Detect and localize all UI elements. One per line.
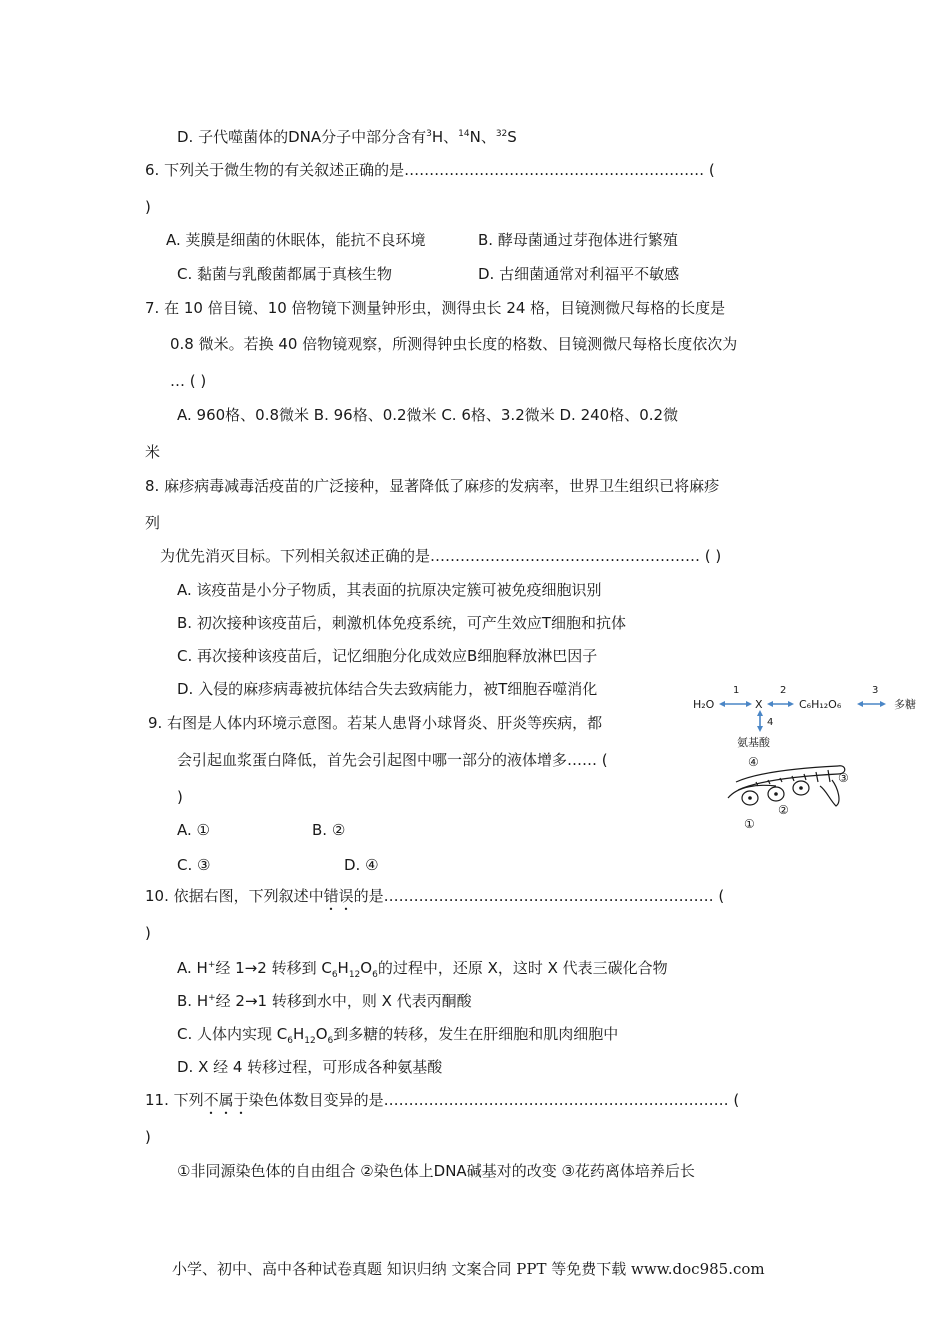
q9-option-d: D. ④ xyxy=(344,856,379,874)
region-3-label: ③ xyxy=(838,771,849,785)
step-2-label: 2 xyxy=(780,685,787,696)
q9-stem-close: ) xyxy=(177,788,183,806)
q11-emphasis: 不属于 xyxy=(203,1091,249,1109)
q7-options-wrap: 米 xyxy=(145,443,161,461)
q7-options: A. 960格、0.8微米 B. 96格、0.2微米 C. 6格、3.2微米 D. 240格、0.2微 xyxy=(177,406,679,424)
q6-stem-close: ) xyxy=(145,198,151,216)
q7-stem-line3: … ( ) xyxy=(170,372,207,390)
region-2-label: ② xyxy=(778,803,789,817)
q10-stem: 10. 依据右图，下列叙述中错误的是………………………………………………………… ( xyxy=(145,887,725,905)
h2o-label: H₂O xyxy=(693,698,715,711)
q8-stem-line1: 8. 麻疹病毒减毒活疫苗的广泛接种，显著降低了麻疹的发病率，世界卫生组织已将麻疹 xyxy=(145,477,720,495)
q11-stem-close: ) xyxy=(145,1128,151,1146)
q10-option-b: B. H+经 2→1 转移到水中，则 X 代表丙酮酸 xyxy=(177,992,472,1010)
q9-stem-line2: 会引起血浆蛋白降低，首先会引起图中哪一部分的液体增多…… ( xyxy=(177,751,608,769)
q8-option-c: C. 再次接种该疫苗后，记忆细胞分化成效应B细胞释放淋巴因子 xyxy=(177,647,598,665)
q5-option-d: D. 子代噬菌体的DNA分子中部分含有$^3$H、$^{14}$N、$^{32}$S xyxy=(177,128,517,146)
q11-items: ①非同源染色体的自由组合 ②染色体上DNA碱基对的改变 ③花药离体培养后长 xyxy=(177,1162,695,1180)
q9-stem-line1: 9. 右图是人体内环境示意图。若某人患肾小球肾炎、肝炎等疾病，都 xyxy=(148,714,603,732)
region-1-label: ① xyxy=(744,817,755,831)
page-footer: 小学、初中、高中各种试卷真题 知识归纳 文案合同 PPT 等免费下载 www.doc985.com xyxy=(172,1260,765,1278)
amino-acid-label: 氨基酸 xyxy=(737,736,770,749)
x-label: X xyxy=(755,698,763,711)
region-4-label: ④ xyxy=(748,755,759,769)
tissue-sketch xyxy=(728,766,845,806)
q6-option-d: D. 古细菌通常对利福平不敏感 xyxy=(478,265,680,283)
q8-stem-line3: 为优先消灭目标。下列相关叙述正确的是……………………………………………… ( ) xyxy=(160,547,722,565)
q8-option-b: B. 初次接种该疫苗后，刺激机体免疫系统，可产生效应T细胞和抗体 xyxy=(177,614,626,632)
q7-stem-line1: 7. 在 10 倍目镜、10 倍物镜下测量钟形虫，测得虫长 24 格，目镜测微尺每格的长度是 xyxy=(145,299,726,317)
q10-stem-close: ) xyxy=(145,924,151,942)
q10-option-a: A. H+经 1→2 转移到 $C_6H_{12}O_6$的过程中，还原 X，这时 X 代表三碳化合物 xyxy=(177,959,668,980)
q9-option-c: C. ③ xyxy=(177,856,211,874)
q11-stem: 11. 下列不属于染色体数目变异的是…………………………………………………………… ( xyxy=(145,1091,740,1109)
step-1-label: 1 xyxy=(733,685,740,696)
q6-stem: 6. 下列关于微生物的有关叙述正确的是…………………………………………………… ( xyxy=(145,161,715,179)
q10-option-d: D. X 经 4 转移过程，可形成各种氨基酸 xyxy=(177,1058,443,1076)
polysaccharide-label: 多糖 xyxy=(894,698,916,711)
metabolism-diagram xyxy=(688,678,933,838)
q10-option-c: C. 人体内实现 $C_6H_{12}O_6$到多糖的转移，发生在肝细胞和肌肉细胞中 xyxy=(177,1025,619,1046)
q6-option-b: B. 酵母菌通过芽孢体进行繁殖 xyxy=(478,231,678,249)
step-3-label: 3 xyxy=(872,685,879,696)
step-4-label: 4 xyxy=(767,717,774,728)
q9-option-a: A. ① xyxy=(177,821,210,839)
q8-option-a: A. 该疫苗是小分子物质，其表面的抗原决定簇可被免疫细胞识别 xyxy=(177,581,602,599)
q10-emphasis: 错误 xyxy=(323,887,354,905)
q6-option-c: C. 黏菌与乳酸菌都属于真核生物 xyxy=(177,265,393,283)
q8-stem-line2: 列 xyxy=(145,514,161,532)
glucose-label: C₆H₁₂O₆ xyxy=(799,698,842,711)
q9-option-b: B. ② xyxy=(312,821,346,839)
q7-stem-line2: 0.8 微米。若换 40 倍物镜观察，所测得钟虫长度的格数、目镜测微尺每格长度依次为 xyxy=(170,335,738,353)
q8-option-d: D. 入侵的麻疹病毒被抗体结合失去致病能力，被T细胞吞噬消化 xyxy=(177,680,598,698)
q6-option-a: A. 荚膜是细菌的休眠体，能抗不良环境 xyxy=(166,231,426,249)
